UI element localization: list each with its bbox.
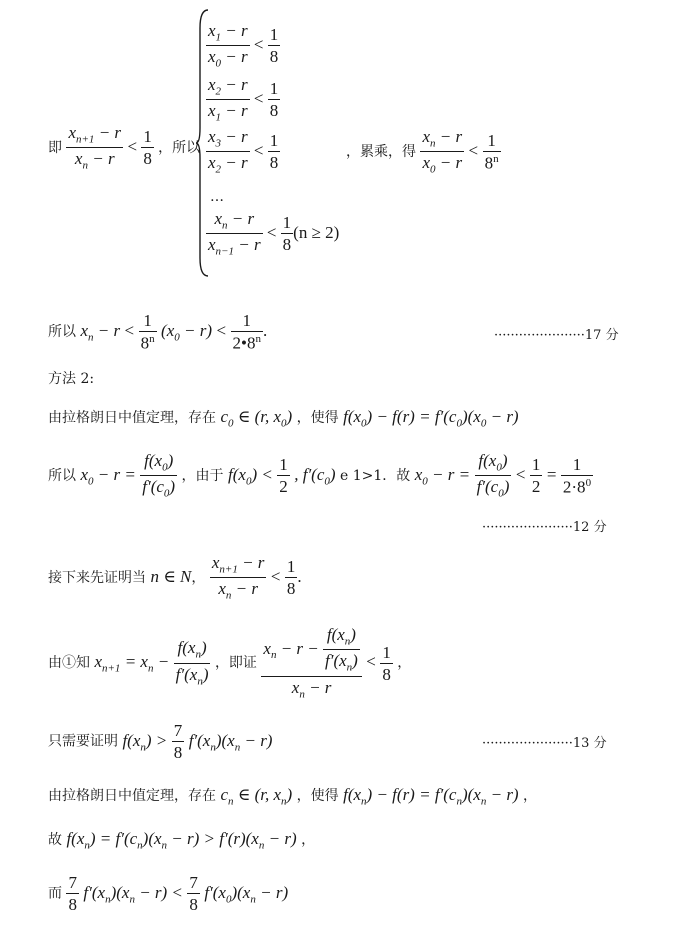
text-youyu: ，由于: [181, 467, 224, 484]
text-ji: 即: [48, 139, 62, 156]
lt-1-8: < $\frac{1}{8}$: [127, 127, 152, 169]
line-6: 由①知 $x_{n+1} = x_n$ − $\frac{f(x_n)}{f'(x_n)}$ ，即证 $x_n - r$ − $\frac{f(x_n)}{f'(x_n)}$ $x_n - r$ < $\frac{1}{8}$ ，: [48, 625, 412, 701]
score-17: ······················17 分: [494, 328, 619, 343]
system-row-2: $\frac{x_2 - r}{x_1 - r}$ < $\frac{1}{8}$: [208, 75, 279, 124]
line-3: 由拉格朗日中值定理，存在 $c_0$ ∈ (r, $x_0$) ，使得 $f(x_0) - f(r) = f'(c_0)(x_0 - r)$: [48, 407, 519, 430]
line-9: 故 $f(x_n) = f'(c_n)(x_n - r) > f'(r)(x_n - r)$ ，: [48, 829, 316, 852]
line-5: 接下来先证明当 n ∈ N， $\frac{x_{n+1} - r}{x_n - r}$ < $\frac{1}{8}$ .: [48, 553, 302, 602]
line-2: 所以 $x_n - r$ < $\frac{1}{8^n}$ $(x_0 - r)$ < $\frac{1}{2•8^n}$ .: [48, 311, 268, 353]
line-4: 所以 $x_0 - r$ = $\frac{f(x_0)}{f'(c_0)}$ ，由于 $f(x_0)$ < $\frac{1}{2}$ , $f'(c_0)$ e 1>1．故 $x_0 - r$ = $\frac{f(x_0)}{f'(c_0)}$ < $\frac{1}{2}$ = $\frac{1}{2\cdot 8^0}$: [48, 451, 592, 500]
text-suoyi-2: 所以: [48, 323, 76, 340]
text-suoyi: ，所以: [158, 139, 201, 156]
line-10: 而 $\frac{7}{8}$ $f'(x_n)(x_n - r)$ < $\frac{7}{8}$ $f'(x_0)(x_n - r)$: [48, 873, 289, 914]
text-er: 而: [48, 885, 62, 902]
comma-8: ，: [523, 788, 538, 804]
line-1: [48, 124, 200, 172]
line-7: 只需要证明 $f(x_n)$ > $\frac{7}{8}$ $f'(x_n)(x_n - r)$: [48, 721, 273, 762]
text-suoyi-4: 所以: [48, 467, 76, 484]
text-jiexialai: 接下来先证明当: [48, 569, 146, 586]
line-1-right: ，累乘，得 $\frac{x_n - r}{x_0 - r}$ < $\frac{1}{8^n}$: [346, 127, 499, 176]
text-shide-1: ，使得: [296, 410, 339, 426]
ratio-fraction: $\frac{x_{n+1} - r}{x_n - r}$: [68, 123, 122, 172]
system-row-n: $\frac{x_n - r}{x_{n-1} - r}$ < $\frac{1}{8}$ (n ≥ 2): [208, 209, 340, 258]
score-12: ······················12 分: [482, 520, 607, 535]
method-2-heading: 方法 2:: [48, 371, 95, 387]
text-shide-2: ，使得: [296, 788, 339, 804]
system-row-3: $\frac{x_3 - r}{x_2 - r}$ < $\frac{1}{8}$: [208, 127, 279, 176]
text-gu-9: 故: [48, 832, 62, 848]
text-lagrange-1: 由拉格朗日中值定理，存在: [48, 410, 216, 426]
score-13: ······················13 分: [482, 736, 607, 751]
text-gu-4: e 1>1．故: [340, 467, 411, 484]
product-fraction: $\frac{x_n - r}{x_0 - r}$: [422, 127, 463, 176]
comma-6: ，: [397, 655, 412, 672]
comma-9: ，: [301, 832, 316, 848]
text-zhixuyao: 只需要证明: [48, 733, 118, 750]
line-8: 由拉格朗日中值定理，存在 $c_n$ ∈ (r, $x_n$) ，使得 $f(x_n) - f(r) = f'(c_n)(x_n - r)$ ，: [48, 785, 538, 808]
text-leicheng: ，累乘，得: [346, 143, 416, 160]
system-row-1: $\frac{x_1 - r}{x_0 - r}$ < $\frac{1}{8}$: [208, 21, 279, 70]
text-lagrange-2: 由拉格朗日中值定理，存在: [48, 788, 216, 804]
text-jizheng: ，即证: [214, 655, 257, 672]
system-dots: …: [210, 189, 224, 205]
text-youzhi: 由①知: [48, 655, 90, 672]
